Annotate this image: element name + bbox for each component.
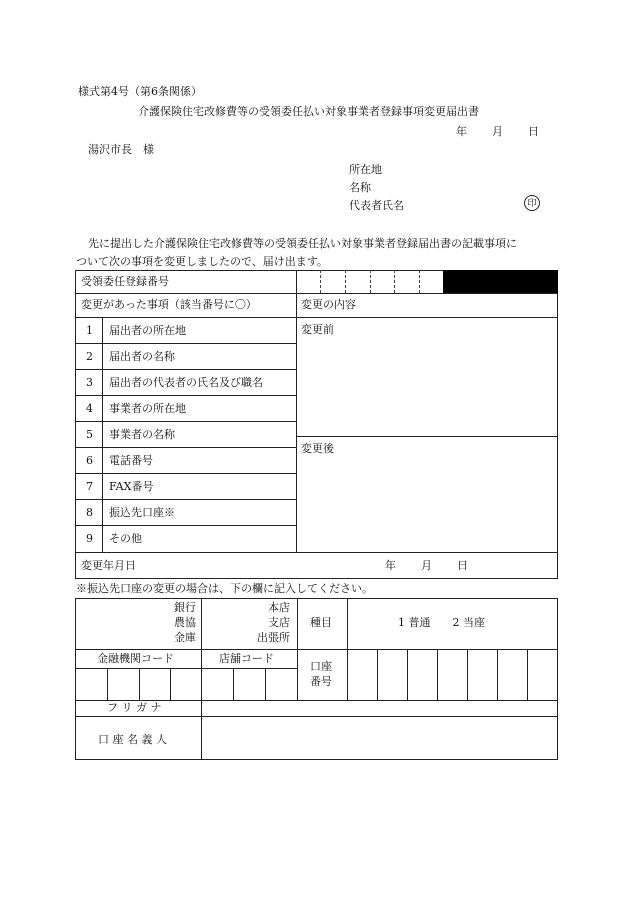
institution-code-label: 金融機関コード bbox=[97, 652, 174, 665]
item-label: 届出者の所在地 bbox=[109, 324, 186, 337]
item-number: 5 bbox=[86, 428, 93, 441]
item-label: その他 bbox=[109, 532, 142, 545]
representative-label: 代表者氏名 bbox=[349, 199, 404, 212]
furigana-label: フ リ ガ ナ bbox=[107, 701, 162, 714]
before-label: 変更前 bbox=[301, 323, 334, 336]
branch-code-label: 店舗コード bbox=[219, 652, 274, 665]
body-text-line2: ついて次の事項を変更しましたので、届け出ます。 bbox=[76, 255, 328, 268]
header-date-month: 月 bbox=[492, 125, 503, 138]
change-date-month: 月 bbox=[421, 559, 432, 572]
registration-number-label: 受領委任登録番号 bbox=[81, 275, 169, 288]
branch-type-option: 本店 bbox=[268, 601, 290, 614]
bank-type-option: 金庫 bbox=[174, 631, 196, 644]
bank-type-option: 銀行 bbox=[174, 601, 196, 614]
branch-type-option: 支店 bbox=[268, 616, 290, 629]
item-number: 2 bbox=[86, 350, 93, 363]
item-number: 3 bbox=[86, 376, 93, 389]
account-type-options: 1 普通 2 当座 bbox=[398, 616, 485, 629]
branch-type-option: 出張所 bbox=[257, 631, 290, 644]
item-label: 届出者の代表者の氏名及び職名 bbox=[109, 376, 263, 389]
item-number: 6 bbox=[86, 454, 93, 467]
address-label: 所在地 bbox=[349, 163, 382, 176]
change-date-year: 年 bbox=[385, 559, 396, 572]
item-number: 9 bbox=[86, 532, 93, 545]
header-date-day: 日 bbox=[528, 125, 539, 138]
item-label: 事業者の所在地 bbox=[109, 402, 186, 415]
form-title: 介護保険住宅改修費等の受領委任払い対象事業者登録事項変更届出書 bbox=[138, 105, 479, 118]
change-content-header: 変更の内容 bbox=[301, 298, 356, 311]
item-number: 8 bbox=[86, 506, 93, 519]
addressee: 湯沢市長 様 bbox=[88, 143, 154, 156]
item-label: 振込先口座※ bbox=[109, 506, 175, 519]
seal-mark: 印 bbox=[524, 195, 540, 211]
bank-type-option: 農協 bbox=[174, 616, 196, 629]
account-type-label: 種目 bbox=[310, 616, 332, 629]
change-date-day: 日 bbox=[457, 559, 468, 572]
change-date-label: 変更年月日 bbox=[81, 559, 136, 572]
bank-note: ※振込先口座の変更の場合は、下の欄に記入してください。 bbox=[76, 582, 373, 595]
name-label: 名称 bbox=[349, 181, 371, 194]
item-label: FAX番号 bbox=[109, 480, 154, 493]
form-number: 様式第4号（第6条関係） bbox=[78, 85, 202, 98]
header-date-year: 年 bbox=[456, 125, 467, 138]
item-number: 7 bbox=[86, 480, 93, 493]
account-number-label: 口座 bbox=[310, 660, 332, 673]
item-number: 4 bbox=[86, 402, 93, 415]
item-label: 電話番号 bbox=[109, 454, 153, 467]
item-label: 事業者の名称 bbox=[109, 428, 175, 441]
body-text-line1: 先に提出した介護保険住宅改修費等の受領委任払い対象事業者登録届出書の記載事項に bbox=[88, 237, 517, 250]
after-label: 変更後 bbox=[301, 442, 334, 455]
changed-items-header: 変更があった事項（該当番号に〇） bbox=[81, 298, 257, 311]
account-holder-label: 口 座 名 義 人 bbox=[98, 733, 167, 746]
item-label: 届出者の名称 bbox=[109, 350, 175, 363]
redacted-block bbox=[443, 270, 558, 293]
account-number-label: 番号 bbox=[310, 675, 332, 688]
item-number: 1 bbox=[86, 324, 93, 337]
